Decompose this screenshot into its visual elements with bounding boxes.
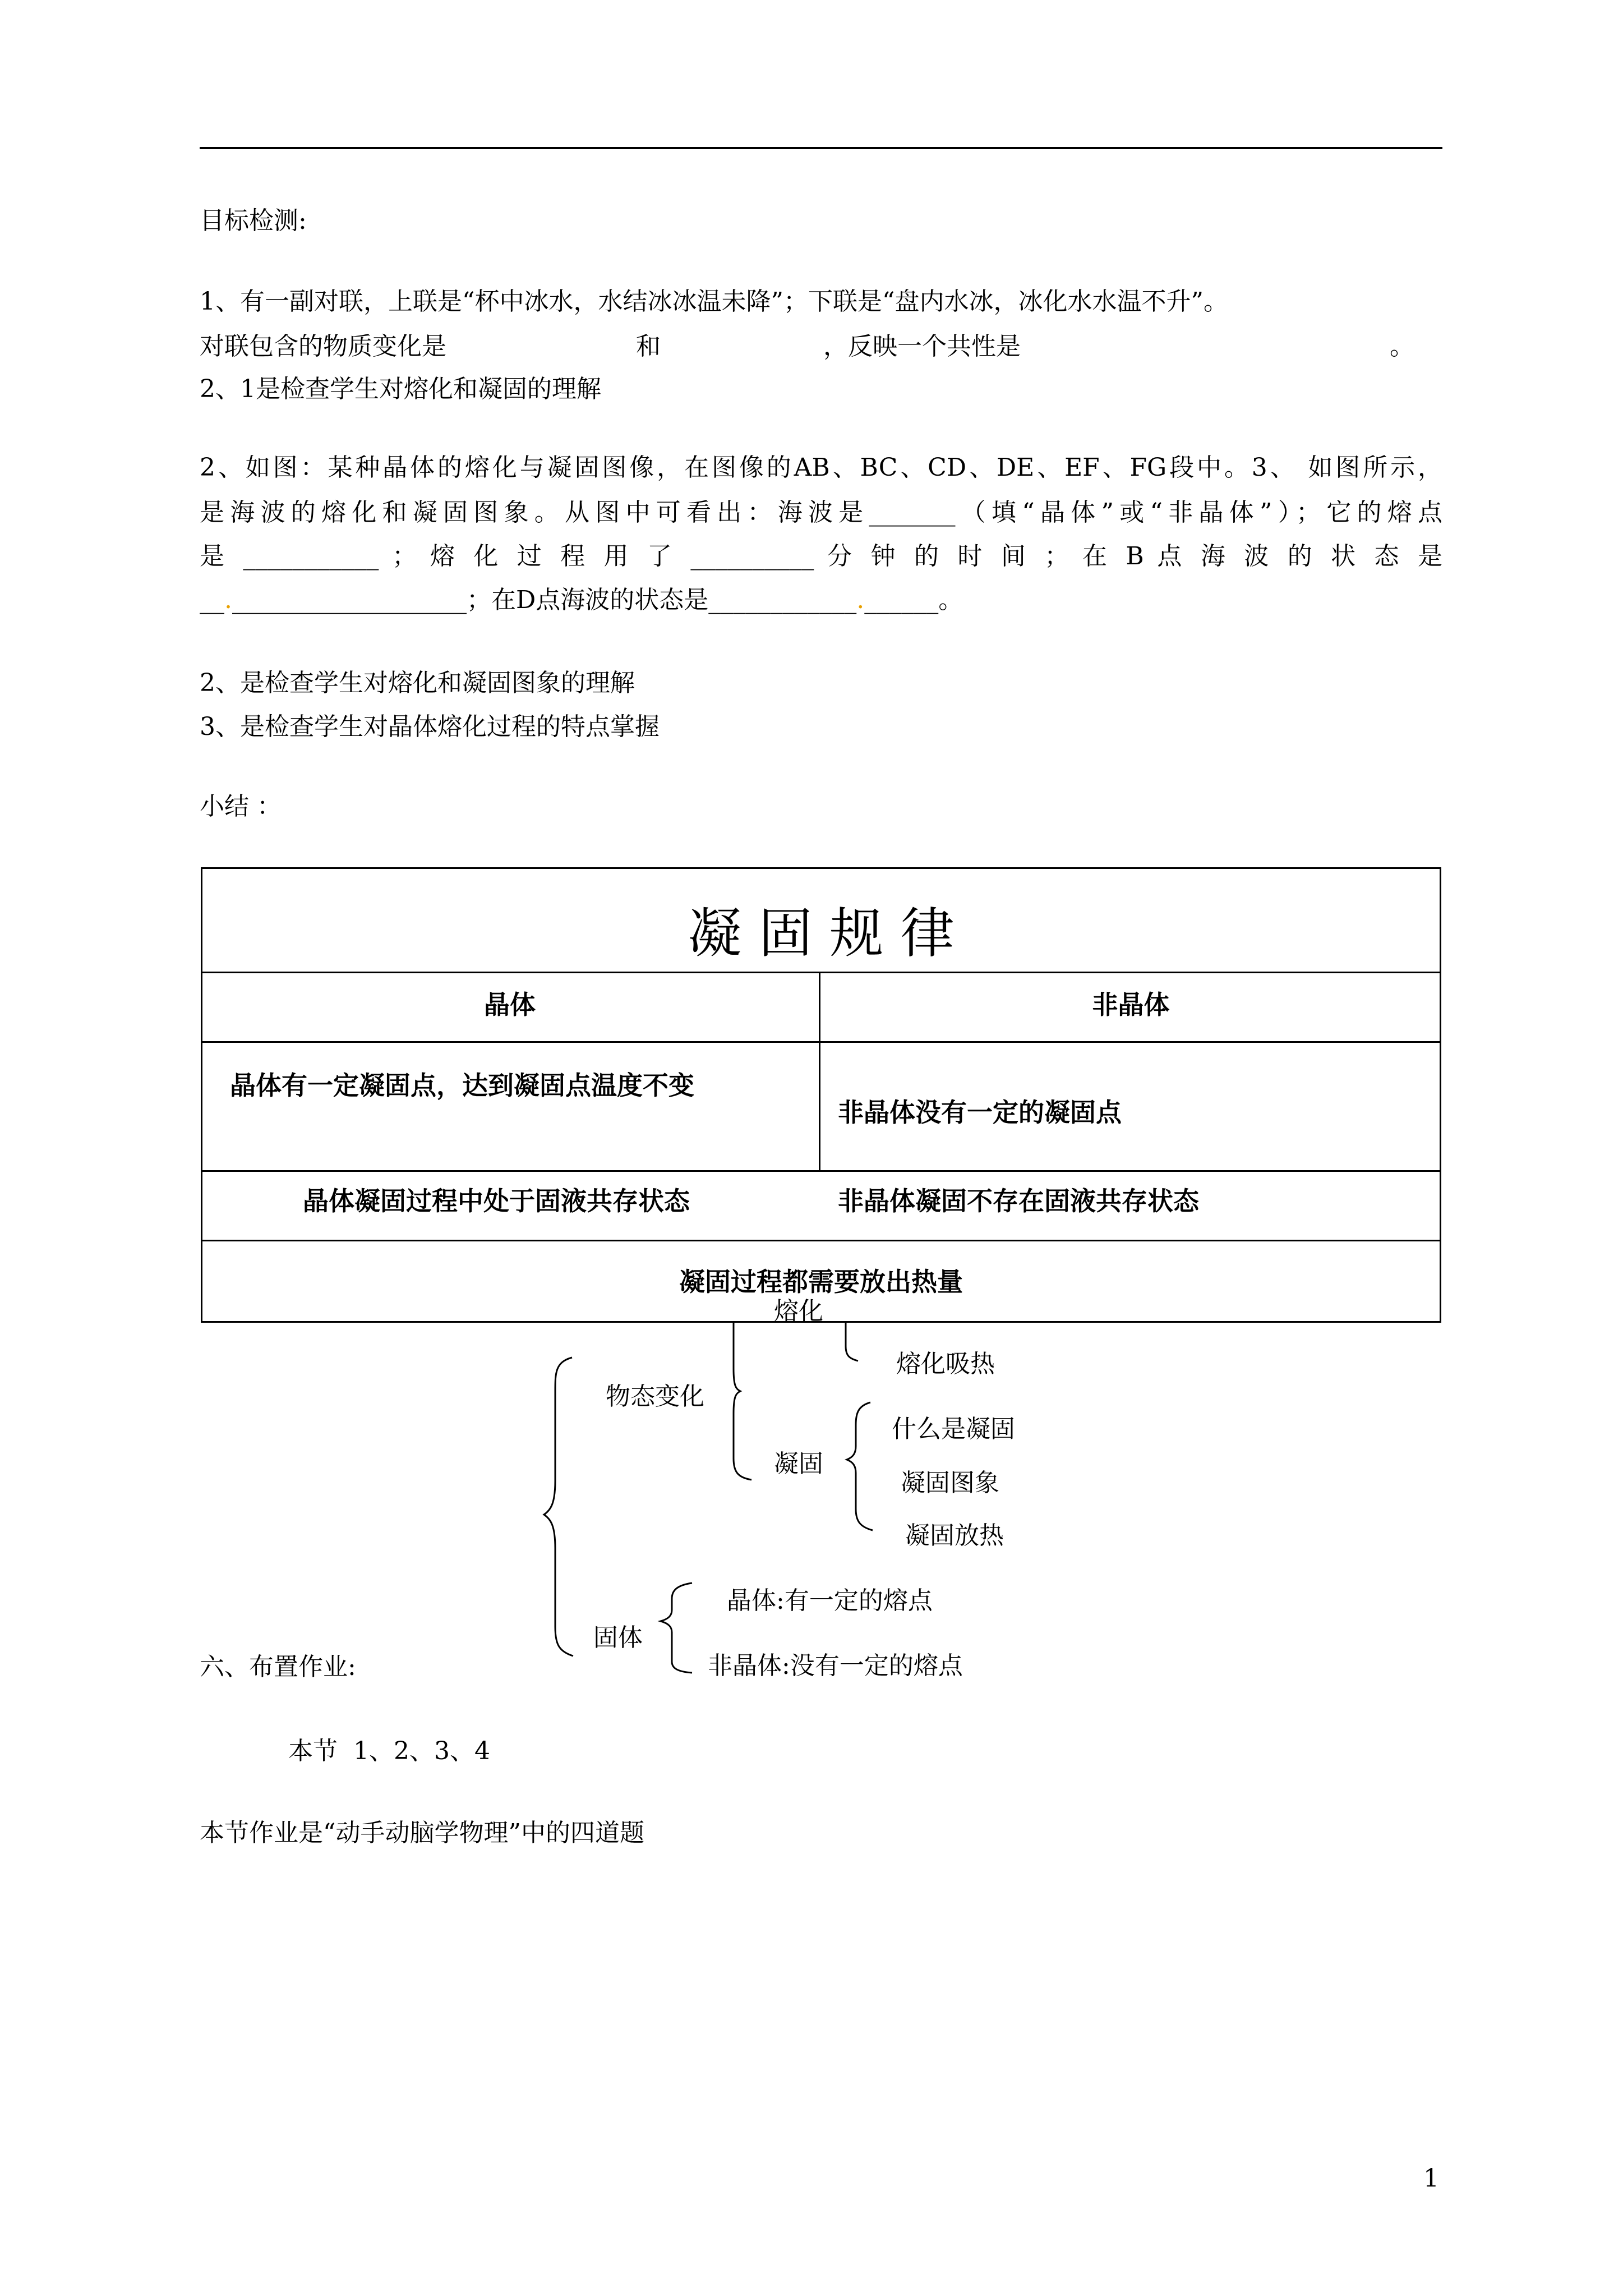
header-amorphous: 非晶体 [1092,990,1170,1020]
table-title: 凝 固 规 律 [688,902,955,965]
node-solidify-graph: 凝固图象 [901,1469,999,1497]
node-crystal: 晶体:有一定的熔点 [727,1586,933,1615]
q2-line3: 是 ___________ ； 熔 化 过 程 用 了 __________ 分 钟 的 时 间 ； 在 B 点 海 波 的 状 态 是 [200,542,1442,570]
header-crystal: 晶体 [484,990,536,1020]
cursor-mark-icon: . [224,586,232,614]
node-phase-change: 物态变化 [606,1382,704,1411]
q1-line1: 1、有一副对联，上联是“杯中冰水，水结冰冰温未降”；下联是“盘内水冰，冰化水水温不升”。 [200,287,1228,316]
q2-line4-b: ___________________；在D点海波的状态是____________ [232,586,857,614]
q2-line1: 2、如图：某种晶体的熔化与凝固图像，在图像的AB、BC、CD、DE、EF、FG段中。3、 如图所示， [200,453,1442,482]
section-heading-target: 目标检测: [200,206,307,235]
q1-line2-c: ，反映一个共性是 [823,332,1021,361]
q1-note: 2、1是检查学生对熔化和凝固的理解 [200,375,601,403]
cell-amorphous-state: 非晶体凝固不存在固液共存状态 [838,1186,1199,1216]
q2-line2: 是海波的熔化和凝固图象。从图中可看出：海波是_______（填“晶体”或“非晶体”）；它的熔点 [200,498,1442,527]
node-what-solidify: 什么是凝固 [892,1415,1015,1443]
node-solid: 固体 [593,1623,643,1652]
homework-heading: 六、布置作业: [200,1653,356,1681]
homework-items: 本节 1、2、3、4 [288,1737,490,1765]
q2-line4-c: ______。 [864,586,963,614]
q1-line2-a: 对联包含的物质变化是 [200,332,446,361]
node-solidify-heat: 凝固放热 [905,1521,1004,1550]
q2-note2: 3、是检查学生对晶体熔化过程的特点掌握 [200,712,660,741]
q1-line2-d: 。 [1390,332,1414,361]
q2-line4-a: __ [200,586,224,614]
node-solidify: 凝固 [774,1450,823,1478]
cell-amorphous-point: 非晶体没有一定的凝固点 [838,1097,1122,1128]
cell-crystal-state: 晶体凝固过程中处于固液共存状态 [303,1186,690,1216]
hidden-branch-label: 熔化 [774,1297,823,1326]
q2-note1: 2、是检查学生对熔化和凝固图象的理解 [200,669,635,697]
q1-line2-b: 和 [636,332,661,361]
summary-label: 小结 ： [200,792,282,821]
cell-crystal-point: 晶体有一定凝固点，达到凝固点温度不变 [230,1070,694,1101]
node-melt-heat: 熔化吸热 [896,1350,995,1378]
cursor-mark-icon: . [856,586,865,614]
cell-release-heat: 凝固过程都需要放出热量 [679,1267,963,1297]
page-number: 1 [1423,2164,1439,2193]
node-amorphous: 非晶体:没有一定的熔点 [708,1651,963,1680]
homework-note: 本节作业是“动手动脑学物理”中的四道题 [200,1819,644,1847]
